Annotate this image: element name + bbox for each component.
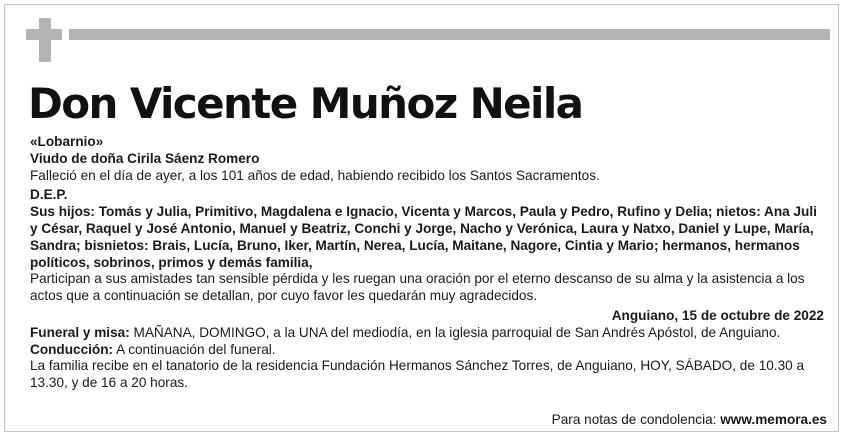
funeral-line bbox=[30, 325, 824, 342]
widower-line: Viudo de doña Cirila Sáenz Romero bbox=[30, 150, 260, 166]
place-date: Anguiano, 15 de octubre de 2022 bbox=[611, 307, 824, 323]
condolence-label: Para notas de condolencia: bbox=[551, 412, 717, 427]
wake-text: La familia recibe en el tanatorio de la residencia Fundación Hermanos Sánchez Torres, de Anguiano, HOY, SÁBADO, de 10.30 a 13.30, y de 16 a 20 horas. bbox=[30, 358, 805, 391]
conduction-label: Conducción: bbox=[30, 341, 114, 357]
conduction-text: A continuación del funeral. bbox=[116, 341, 276, 357]
obituary-body bbox=[30, 78, 824, 392]
deceased-name: Don Vicente Muñoz Neila bbox=[28, 79, 583, 128]
nickname: «Lobarnio» bbox=[30, 134, 104, 149]
dep-mark: D.E.P. bbox=[30, 187, 68, 203]
condolence-site-link[interactable]: www.memora.es bbox=[720, 412, 827, 427]
condolence-line bbox=[552, 412, 827, 427]
cross-icon-bar bbox=[26, 29, 62, 40]
cross-icon bbox=[39, 18, 51, 62]
header-rule bbox=[69, 29, 830, 40]
conduction-line bbox=[30, 342, 824, 359]
family-list: Sus hijos: Tomás y Julia, Primitivo, Magdalena e Ignacio, Vicenta y Marcos, Paula y Pedro, Rufino y Delia; nietos: Ana Juli y César, Raquel y José Antonio, Manuel y Beatriz, Conchi y Jorge, Nacho y Verónica, Laura y Natxo, Daniel y Lupe, María, Sandra; bisnietos: Brais, Lucía, Bruno, Iker, Martín, Nerea, Lucía, Maitane, Nagore, Cintia y Mario; hermanos, hermanos políticos, sobrinos, primos y demás familia, bbox=[30, 204, 817, 270]
invitation-text: Participan a sus amistades tan sensible pérdida y les ruegan una oración por el eterno descanso de su alma y la asistencia a los actos que a continuación se detallan, por cuyo favor les quedarán muy agradecidos. bbox=[30, 271, 805, 304]
funeral-label: Funeral y misa: bbox=[30, 324, 130, 340]
death-notice: Falleció en el día de ayer, a los 101 años de edad, habiendo recibido los Santos Sacramentos. bbox=[30, 167, 600, 183]
funeral-text: MAÑANA, DOMINGO, a la UNA del mediodía, en la iglesia parroquial de San Andrés Apóstol, de Anguiano. bbox=[133, 324, 781, 340]
